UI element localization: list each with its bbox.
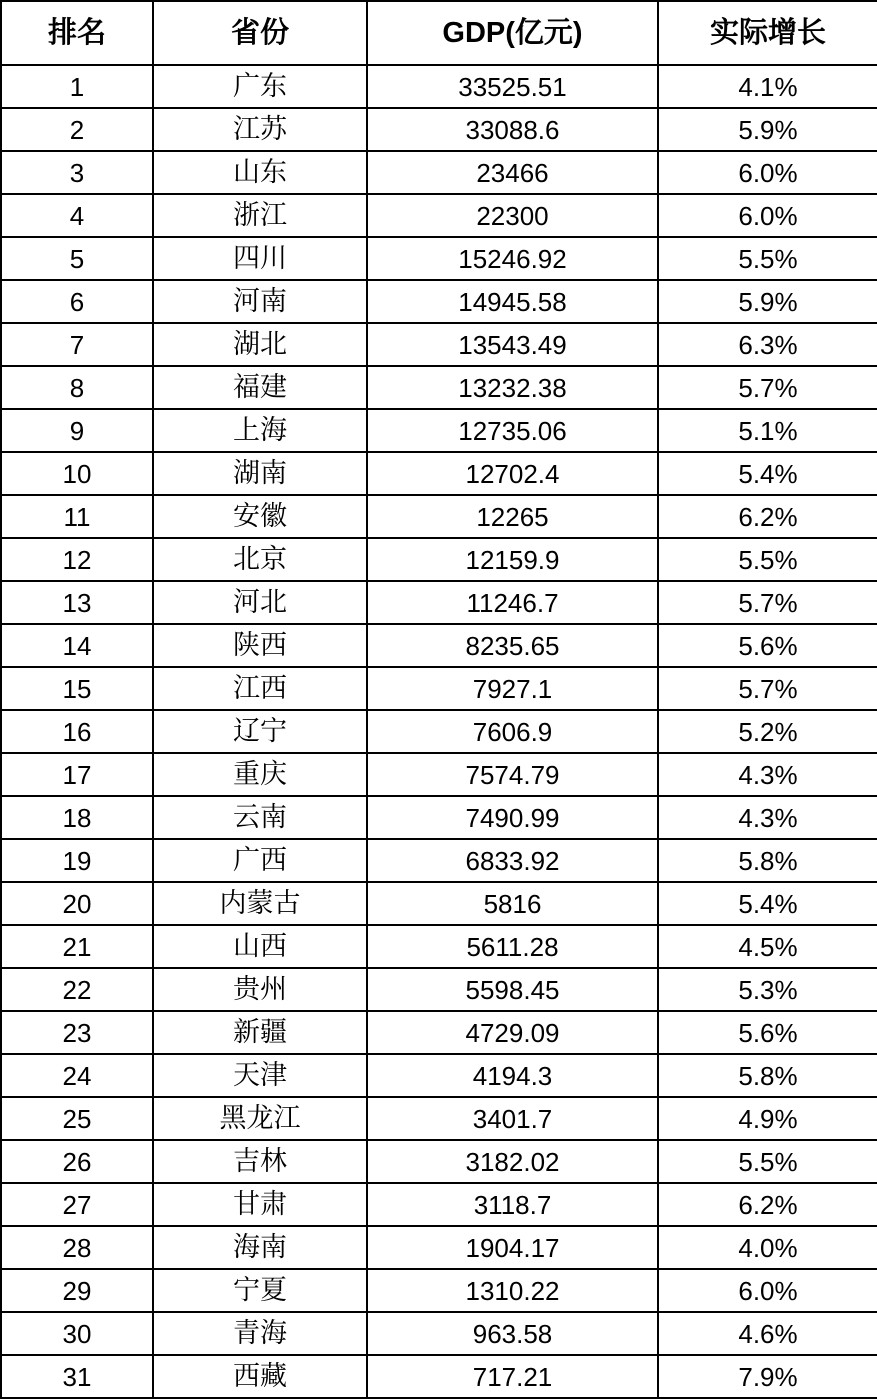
- cell-rank: 19: [1, 839, 153, 882]
- table-row: [1, 796, 877, 839]
- table-row: [1, 1312, 877, 1355]
- cell-gdp: 12159.9: [367, 538, 658, 581]
- cell-rank: 2: [1, 108, 153, 151]
- cell-rank: 14: [1, 624, 153, 667]
- table-row: [1, 452, 877, 495]
- cell-gdp: 7490.99: [367, 796, 658, 839]
- cell-gdp: 12265: [367, 495, 658, 538]
- cell-rank: 1: [1, 65, 153, 108]
- cell-gdp: 13543.49: [367, 323, 658, 366]
- cell-province: 河北: [153, 581, 367, 624]
- cell-province: 宁夏: [153, 1269, 367, 1312]
- cell-gdp: 13232.38: [367, 366, 658, 409]
- cell-province: 内蒙古: [153, 882, 367, 925]
- cell-growth: 6.0%: [658, 1269, 877, 1312]
- cell-gdp: 1904.17: [367, 1226, 658, 1269]
- column-header-province: 省份: [153, 1, 367, 65]
- cell-gdp: 14945.58: [367, 280, 658, 323]
- cell-growth: 4.9%: [658, 1097, 877, 1140]
- cell-gdp: 12702.4: [367, 452, 658, 495]
- cell-growth: 4.1%: [658, 65, 877, 108]
- cell-gdp: 5611.28: [367, 925, 658, 968]
- table-row: [1, 1183, 877, 1226]
- cell-gdp: 717.21: [367, 1355, 658, 1398]
- cell-province: 贵州: [153, 968, 367, 1011]
- cell-growth: 5.4%: [658, 452, 877, 495]
- cell-gdp: 11246.7: [367, 581, 658, 624]
- table-row: [1, 968, 877, 1011]
- cell-province: 西藏: [153, 1355, 367, 1398]
- cell-gdp: 5598.45: [367, 968, 658, 1011]
- cell-growth: 5.6%: [658, 624, 877, 667]
- cell-gdp: 7606.9: [367, 710, 658, 753]
- cell-rank: 13: [1, 581, 153, 624]
- cell-province: 河南: [153, 280, 367, 323]
- table-row: [1, 280, 877, 323]
- cell-province: 天津: [153, 1054, 367, 1097]
- cell-gdp: 15246.92: [367, 237, 658, 280]
- cell-growth: 5.5%: [658, 237, 877, 280]
- cell-growth: 4.0%: [658, 1226, 877, 1269]
- table-row: [1, 495, 877, 538]
- cell-province: 海南: [153, 1226, 367, 1269]
- cell-rank: 11: [1, 495, 153, 538]
- cell-growth: 5.5%: [658, 538, 877, 581]
- cell-province: 广东: [153, 65, 367, 108]
- cell-gdp: 23466: [367, 151, 658, 194]
- cell-rank: 26: [1, 1140, 153, 1183]
- cell-rank: 16: [1, 710, 153, 753]
- cell-rank: 25: [1, 1097, 153, 1140]
- cell-gdp: 12735.06: [367, 409, 658, 452]
- table-row: [1, 581, 877, 624]
- cell-province: 湖北: [153, 323, 367, 366]
- cell-growth: 6.0%: [658, 151, 877, 194]
- table-body: [1, 65, 877, 1398]
- table-row: [1, 108, 877, 151]
- column-header-rank: 排名: [1, 1, 153, 65]
- table-row: [1, 925, 877, 968]
- cell-rank: 8: [1, 366, 153, 409]
- cell-rank: 28: [1, 1226, 153, 1269]
- table-row: [1, 624, 877, 667]
- cell-growth: 5.2%: [658, 710, 877, 753]
- cell-gdp: 3182.02: [367, 1140, 658, 1183]
- cell-province: 青海: [153, 1312, 367, 1355]
- table-row: [1, 1054, 877, 1097]
- cell-province: 北京: [153, 538, 367, 581]
- cell-rank: 23: [1, 1011, 153, 1054]
- cell-gdp: 22300: [367, 194, 658, 237]
- cell-gdp: 4194.3: [367, 1054, 658, 1097]
- cell-province: 湖南: [153, 452, 367, 495]
- table-header-row: [1, 1, 877, 65]
- cell-rank: 31: [1, 1355, 153, 1398]
- cell-gdp: 5816: [367, 882, 658, 925]
- column-header-growth: 实际增长: [658, 1, 877, 65]
- table-row: [1, 882, 877, 925]
- table-row: [1, 1226, 877, 1269]
- table-row: [1, 366, 877, 409]
- table-row: [1, 1011, 877, 1054]
- cell-growth: 7.9%: [658, 1355, 877, 1398]
- cell-growth: 4.6%: [658, 1312, 877, 1355]
- cell-growth: 5.8%: [658, 1054, 877, 1097]
- cell-growth: 5.9%: [658, 108, 877, 151]
- cell-gdp: 3118.7: [367, 1183, 658, 1226]
- cell-rank: 9: [1, 409, 153, 452]
- cell-rank: 5: [1, 237, 153, 280]
- cell-rank: 6: [1, 280, 153, 323]
- cell-gdp: 963.58: [367, 1312, 658, 1355]
- cell-growth: 4.3%: [658, 753, 877, 796]
- cell-province: 陕西: [153, 624, 367, 667]
- table-row: [1, 409, 877, 452]
- cell-growth: 5.1%: [658, 409, 877, 452]
- cell-province: 新疆: [153, 1011, 367, 1054]
- cell-growth: 5.7%: [658, 667, 877, 710]
- cell-rank: 18: [1, 796, 153, 839]
- table-row: [1, 1097, 877, 1140]
- cell-rank: 27: [1, 1183, 153, 1226]
- cell-gdp: 3401.7: [367, 1097, 658, 1140]
- table-row: [1, 323, 877, 366]
- cell-province: 甘肃: [153, 1183, 367, 1226]
- table-row: [1, 753, 877, 796]
- table-row: [1, 538, 877, 581]
- cell-rank: 12: [1, 538, 153, 581]
- cell-rank: 24: [1, 1054, 153, 1097]
- cell-growth: 5.3%: [658, 968, 877, 1011]
- cell-gdp: 4729.09: [367, 1011, 658, 1054]
- cell-rank: 15: [1, 667, 153, 710]
- cell-province: 吉林: [153, 1140, 367, 1183]
- cell-growth: 5.9%: [658, 280, 877, 323]
- table-row: [1, 194, 877, 237]
- table-row: [1, 839, 877, 882]
- cell-rank: 21: [1, 925, 153, 968]
- cell-province: 安徽: [153, 495, 367, 538]
- cell-gdp: 6833.92: [367, 839, 658, 882]
- cell-province: 云南: [153, 796, 367, 839]
- cell-province: 黑龙江: [153, 1097, 367, 1140]
- column-header-gdp: GDP(亿元): [367, 1, 658, 65]
- cell-province: 福建: [153, 366, 367, 409]
- table-row: [1, 667, 877, 710]
- cell-gdp: 8235.65: [367, 624, 658, 667]
- cell-gdp: 7927.1: [367, 667, 658, 710]
- cell-gdp: 33088.6: [367, 108, 658, 151]
- cell-rank: 22: [1, 968, 153, 1011]
- table-row: [1, 65, 877, 108]
- cell-growth: 5.5%: [658, 1140, 877, 1183]
- cell-province: 山东: [153, 151, 367, 194]
- cell-growth: 6.3%: [658, 323, 877, 366]
- cell-growth: 5.4%: [658, 882, 877, 925]
- cell-province: 广西: [153, 839, 367, 882]
- cell-province: 山西: [153, 925, 367, 968]
- cell-growth: 5.6%: [658, 1011, 877, 1054]
- cell-rank: 20: [1, 882, 153, 925]
- table-row: [1, 710, 877, 753]
- cell-growth: 4.5%: [658, 925, 877, 968]
- table-header: [1, 1, 877, 65]
- cell-rank: 10: [1, 452, 153, 495]
- cell-gdp: 1310.22: [367, 1269, 658, 1312]
- cell-rank: 17: [1, 753, 153, 796]
- cell-province: 辽宁: [153, 710, 367, 753]
- cell-gdp: 33525.51: [367, 65, 658, 108]
- table-row: [1, 1140, 877, 1183]
- cell-rank: 4: [1, 194, 153, 237]
- table-row: [1, 1355, 877, 1398]
- cell-growth: 6.0%: [658, 194, 877, 237]
- cell-growth: 5.8%: [658, 839, 877, 882]
- table-row: [1, 1269, 877, 1312]
- cell-province: 浙江: [153, 194, 367, 237]
- cell-province: 四川: [153, 237, 367, 280]
- cell-gdp: 7574.79: [367, 753, 658, 796]
- cell-province: 江苏: [153, 108, 367, 151]
- cell-province: 江西: [153, 667, 367, 710]
- table-row: [1, 237, 877, 280]
- cell-growth: 4.3%: [658, 796, 877, 839]
- cell-province: 重庆: [153, 753, 367, 796]
- cell-growth: 6.2%: [658, 495, 877, 538]
- cell-rank: 30: [1, 1312, 153, 1355]
- cell-rank: 3: [1, 151, 153, 194]
- cell-province: 上海: [153, 409, 367, 452]
- cell-rank: 29: [1, 1269, 153, 1312]
- cell-growth: 6.2%: [658, 1183, 877, 1226]
- cell-rank: 7: [1, 323, 153, 366]
- cell-growth: 5.7%: [658, 366, 877, 409]
- table-row: [1, 151, 877, 194]
- cell-growth: 5.7%: [658, 581, 877, 624]
